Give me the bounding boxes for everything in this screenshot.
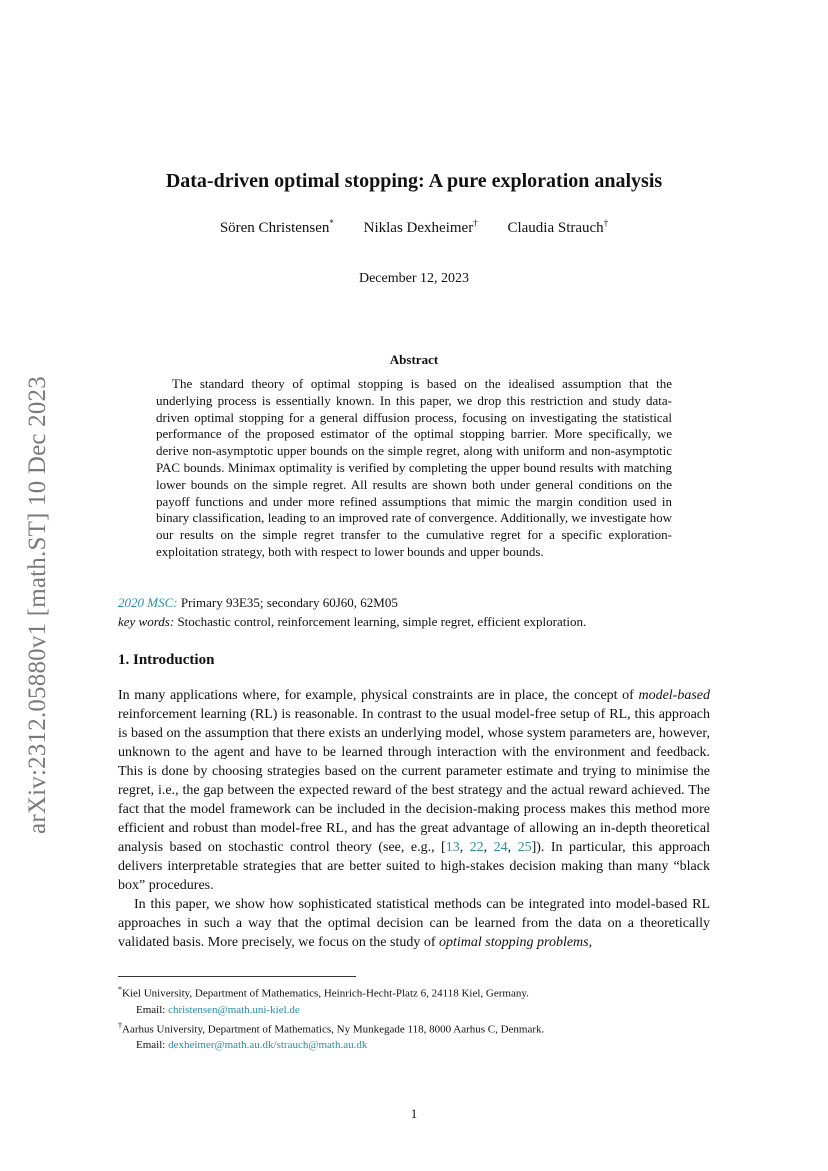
footnote-rule — [118, 976, 356, 977]
author-list — [0, 218, 828, 237]
footnote-email: Email: dexheimer@math.au.dk/strauch@math.au.dk — [136, 1039, 368, 1052]
author: Sören Christensen* — [219, 218, 334, 236]
arxiv-identifier: arXiv:2312.05880v1 [math.ST] 10 Dec 2023 — [24, 376, 51, 834]
page-number: 1 — [410, 1106, 418, 1121]
introduction-body — [118, 686, 710, 952]
paragraph: In this paper, we show how sophisticated statistical methods can be integrated into model-based RL approaches in such a way that the optimal decision can be learned from the data on a theoretically validated basis. More precisely, we focus on the study of optimal stopping problems, — [118, 897, 710, 950]
citation-link[interactable]: 22 — [469, 840, 484, 855]
abstract-text: The standard theory of optimal stopping is based on the idealised assumption that the underlying process is essentially known. In this paper, we drop this restriction and study data-driven optimal stopping for a general diffusion process, focusing on investigating the statistical performance of the proposed estimator of the optimal stopping barrier. More specifically, we derive non-asymptotic upper bounds on the simple regret, along with uniform and non-asymptotic PAC bounds. Minimax optimality is verified by completing the upper bound results with matching lower bounds on the simple regret. All results are shown both under general conditions on the payoff functions and under more refined assumptions that mimic the margin condition used in binary classification, leading to an improved rate of convergence. Additionally, we investigate how our results on the simple regret transfer to the cumulative regret for a specific exploration-exploitation strategy, both with respect to lower bounds and upper bounds. — [156, 376, 672, 559]
paragraph: In many applications where, for example, physical constraints are in place, the concept of model-based reinforcement learning (RL) is reasonable. In contrast to the usual model-free setup of RL, this approach is based on the assumption that there exists an underlying model, whose system parameters are, however, unknown to the agent and have to be learned through interaction with the environment and feedback. This is done by choosing strategies based on the current parameter estimate and trying to minimise the regret, i.e., the gap between the expected reward of the best strategy and the actual reward achieved. The fact that the model framework can be included in the decision-making process makes this method more efficient and robust than model-free RL, and has the great advantage of allowing an in-depth theoretical analysis based on stochastic control theory (see, e.g., [13, 22, 24, 25]). In particular, this approach delivers interpretable strategies that are better suited to high-stakes decision making than many “black box” procedures. — [118, 688, 711, 893]
footnote: †Aarhus University, Department of Mathematics, Ny Munkegade 118, 8000 Aarhus C, Denmark. — [118, 1020, 545, 1036]
author: Niklas Dexheimer† — [363, 218, 478, 236]
footnotes — [118, 982, 718, 1053]
email-link[interactable]: christensen@math.uni-kiel.de — [168, 1003, 300, 1016]
footnote-email: Email: christensen@math.uni-kiel.de — [136, 1003, 300, 1016]
footnote: *Kiel University, Department of Mathematics, Heinrich-Hecht-Platz 6, 24118 Kiel, Germany. — [118, 985, 529, 1000]
keywords-block — [118, 593, 710, 631]
arxiv-sidebar — [22, 345, 54, 865]
keywords-line: key words: Stochastic control, reinforcement learning, simple regret, efficient exploration. — [118, 614, 587, 629]
citation-link[interactable]: 25 — [517, 840, 532, 855]
msc-line: 2020 MSC: Primary 93E35; secondary 60J60, 62M05 — [118, 595, 398, 610]
paper-title: Data-driven optimal stopping: A pure exploration analysis — [165, 170, 663, 192]
msc-link[interactable]: 2020 MSC: — [118, 595, 178, 610]
author: Claudia Strauch† — [507, 218, 609, 236]
citation-link[interactable]: 13 — [445, 840, 460, 855]
citation-link[interactable]: 24 — [493, 840, 508, 855]
paper-date: December 12, 2023 — [358, 271, 470, 286]
section-heading: 1. Introduction — [118, 652, 215, 668]
email-link[interactable]: dexheimer@math.au.dk/strauch@math.au.dk — [168, 1039, 368, 1052]
abstract-heading: Abstract — [389, 352, 439, 367]
